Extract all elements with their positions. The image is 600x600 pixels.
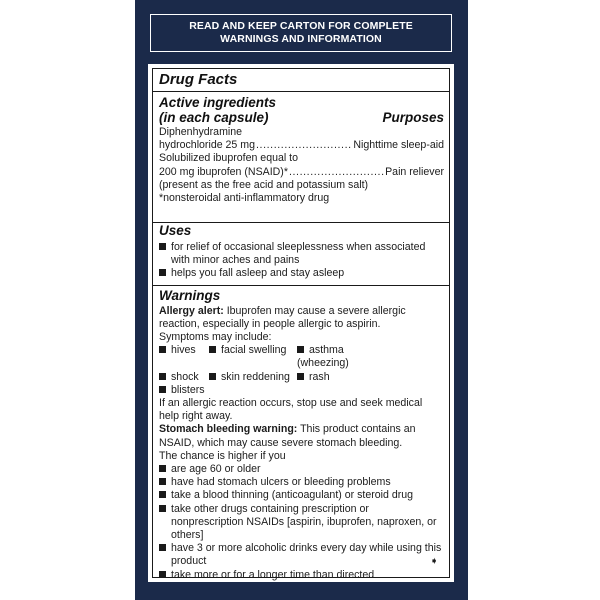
symptom-item: hives xyxy=(159,344,209,370)
list-item: are age 60 or older xyxy=(159,463,444,476)
list-item: take other drugs containing prescription or nonprescription NSAIDs [aspirin, ibuprofen, naproxen, or others] xyxy=(159,503,444,543)
uses-heading: Uses xyxy=(159,223,192,238)
bullet-icon xyxy=(159,386,166,393)
nsaid-footnote: *nonsteroidal anti-inflammatory drug xyxy=(159,192,330,205)
allergy-action: If an allergic reaction occurs, stop use and seek medical help right away. xyxy=(159,396,423,423)
bullet-icon xyxy=(159,243,166,250)
continue-arrow-icon: ➧ xyxy=(430,556,439,567)
bullet-icon xyxy=(159,478,166,485)
leader-dots xyxy=(256,139,352,152)
ingredient-2-purpose: Pain reliever xyxy=(385,165,444,178)
allergy-alert-text: Ibuprofen may cause a severe allergic reaction, especially in people allergic to aspirin. xyxy=(159,304,406,330)
ingredient-2-name: Solubilized ibuprofen equal to xyxy=(159,152,298,165)
bullet-icon xyxy=(159,269,166,276)
list-item: for relief of occasional sleeplessness when associated with minor aches and pains xyxy=(159,241,444,267)
ingredient-1-row xyxy=(159,139,444,152)
warning-banner xyxy=(150,14,452,52)
symptom-item: blisters xyxy=(159,384,209,397)
symptom-item: asthma (wheezing) xyxy=(297,344,349,370)
warnings-heading: Warnings xyxy=(159,288,221,303)
list-item: have had stomach ulcers or bleeding problems xyxy=(159,476,444,489)
bullet-icon xyxy=(159,491,166,498)
active-ingredients-section xyxy=(159,96,444,205)
list-item: take a blood thinning (anticoagulant) or steroid drug xyxy=(159,489,444,502)
symptoms-intro: Symptoms may include: xyxy=(159,330,272,343)
bullet-icon xyxy=(159,373,166,380)
symptom-item: shock xyxy=(159,371,209,384)
bullet-icon xyxy=(159,346,166,353)
bullet-icon xyxy=(159,465,166,472)
ingredient-1-name: Diphenhydramine xyxy=(159,126,243,138)
bullet-icon xyxy=(209,346,216,353)
warnings-section xyxy=(159,289,444,582)
list-item: helps you fall asleep and stay asleep xyxy=(159,267,444,280)
ingredient-2-note: (present as the free acid and potassium salt) xyxy=(159,178,369,191)
bullet-icon xyxy=(209,373,216,380)
bullet-icon xyxy=(159,571,166,578)
ingredient-2-row xyxy=(159,166,444,179)
stomach-warning-label: Stomach bleeding warning: xyxy=(159,423,298,436)
symptom-item: facial swelling xyxy=(209,344,297,370)
purposes-heading: Purposes xyxy=(382,109,444,125)
bullet-icon xyxy=(297,346,304,353)
allergy-alert xyxy=(159,305,444,331)
uses-section xyxy=(159,224,444,280)
banner-line-1: READ AND KEEP CARTON FOR COMPLETE xyxy=(189,20,413,32)
active-ingredients-subheading: (in each capsule) xyxy=(159,109,269,125)
allergy-alert-label: Allergy alert: xyxy=(159,304,224,317)
ingredient-2-amount: 200 mg ibuprofen (NSAID)* xyxy=(159,165,288,178)
banner-line-2: WARNINGS AND INFORMATION xyxy=(220,33,382,45)
stomach-warning-text: This product contains an NSAID, which may cause severe stomach bleeding. xyxy=(159,423,416,449)
uses-rule xyxy=(153,285,449,286)
symptoms-grid xyxy=(159,344,444,397)
list-item: take more or for a longer time than directed xyxy=(159,569,444,582)
stomach-warning xyxy=(159,423,444,449)
leader-dots xyxy=(289,166,384,179)
title-rule xyxy=(153,91,449,92)
ingredient-1-amount: hydrochloride 25 mg xyxy=(159,139,255,152)
bullet-icon xyxy=(297,373,304,380)
symptom-item: rash xyxy=(297,371,397,384)
drug-facts-title: Drug Facts xyxy=(159,71,238,88)
bullet-icon xyxy=(159,505,166,512)
bullet-icon xyxy=(159,544,166,551)
list-item: have 3 or more alcoholic drinks every day while using this product xyxy=(159,542,444,568)
active-ingredients-heading: Active ingredients xyxy=(159,95,277,110)
chance-intro: The chance is higher if you xyxy=(159,449,286,462)
active-rule xyxy=(153,222,449,223)
symptom-item: skin reddening xyxy=(209,371,297,384)
ingredient-1-purpose: Nighttime sleep-aid xyxy=(353,139,444,152)
